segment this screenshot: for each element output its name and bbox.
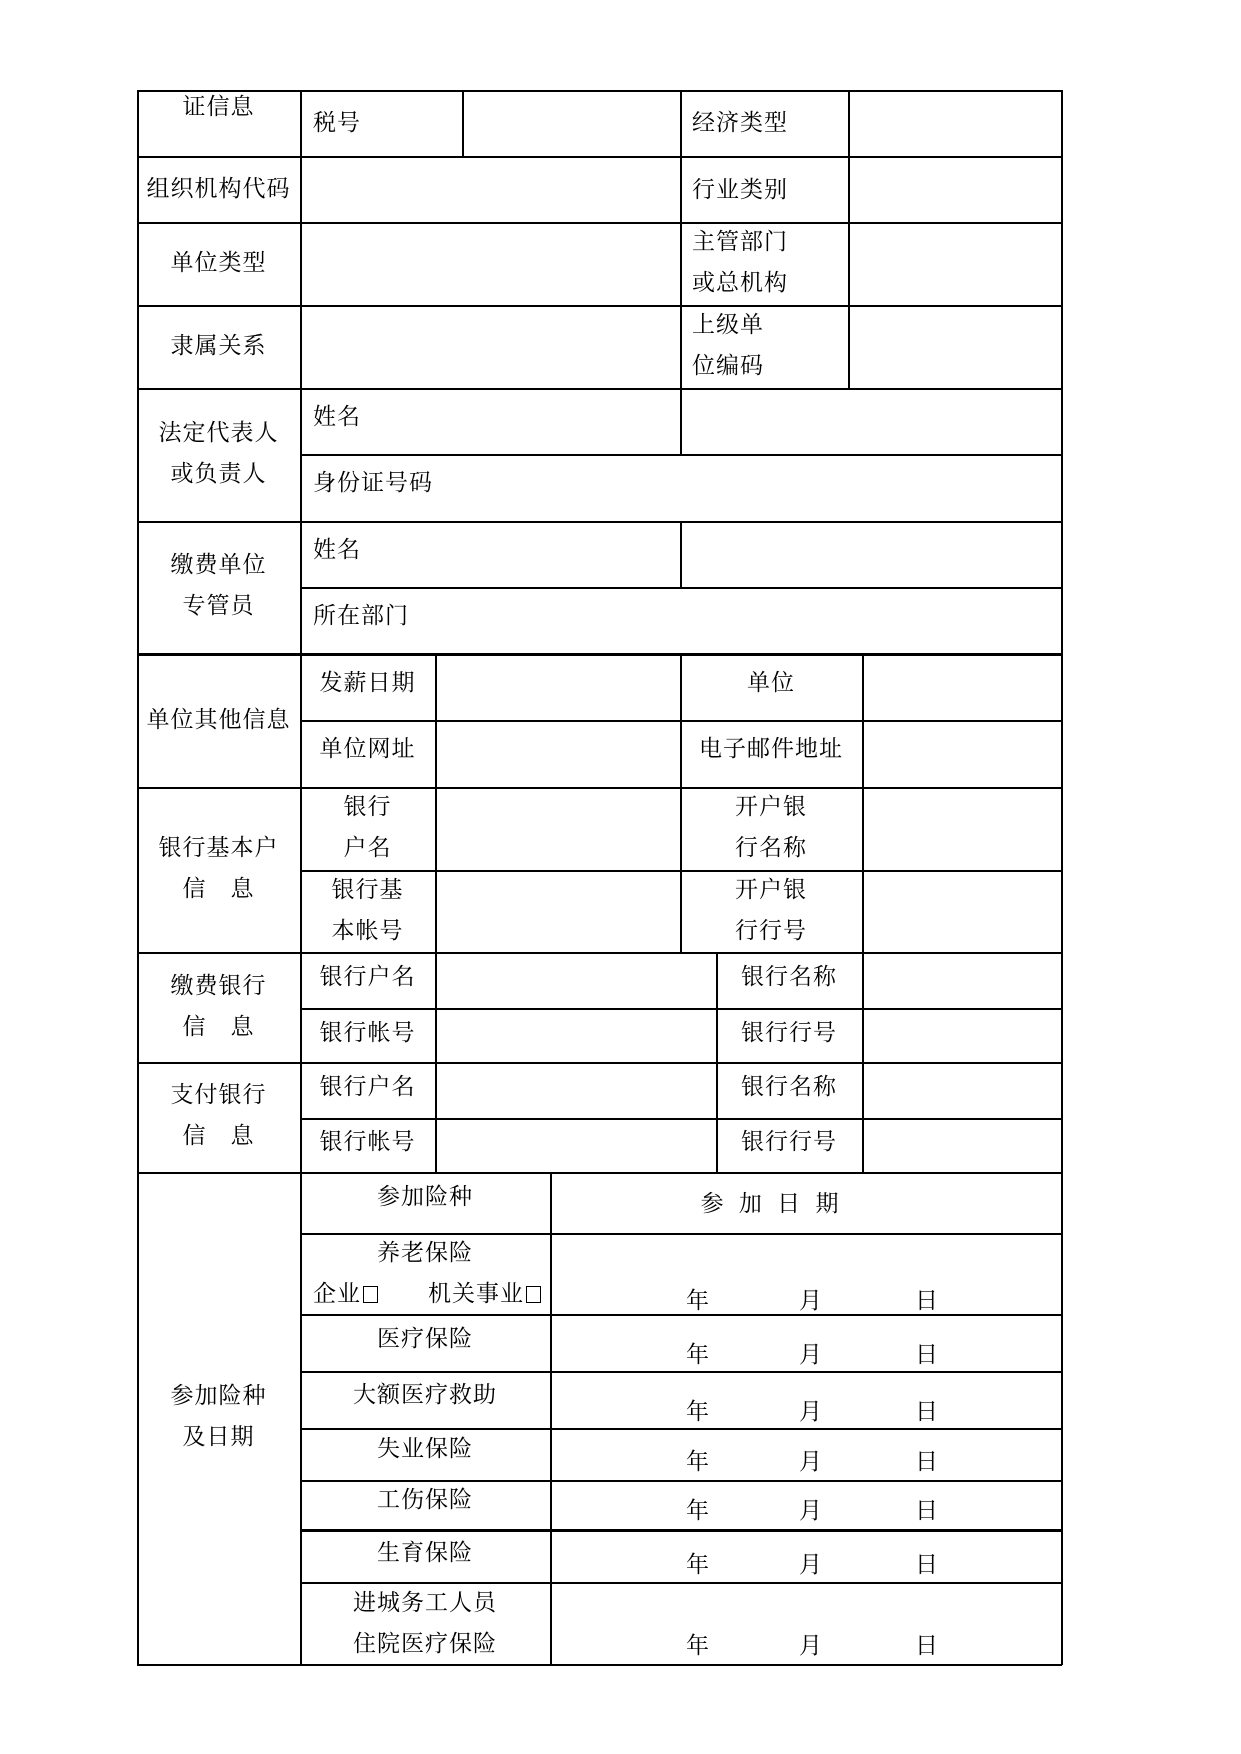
label-email: 电子邮件地址 bbox=[699, 736, 843, 762]
label-dis-acct-name: 银行户名 bbox=[319, 1074, 416, 1100]
input-unit-type[interactable] bbox=[302, 224, 678, 303]
registration-form bbox=[137, 90, 1062, 1665]
section-bank-basic: 银行基本户 信 息 bbox=[158, 835, 279, 902]
label-year: 年 bbox=[686, 1288, 709, 1314]
input-parent-code[interactable] bbox=[850, 307, 1060, 386]
section-disburse-bank: 支付银行 信 息 bbox=[170, 1082, 267, 1149]
label-website: 单位网址 bbox=[319, 736, 416, 762]
section-org-code: 组织机构代码 bbox=[146, 176, 291, 202]
col-header-date: 参 加 日 期 bbox=[700, 1191, 840, 1217]
pension-options bbox=[313, 1274, 541, 1315]
label-open-bank-name: 开户银 行名称 bbox=[735, 794, 807, 861]
label-day: 日 bbox=[915, 1399, 938, 1425]
label-pay-bank-name: 银行名称 bbox=[741, 964, 837, 990]
sub-row-line bbox=[300, 454, 1062, 456]
col-line bbox=[435, 952, 437, 1172]
input-industry[interactable] bbox=[850, 158, 1060, 220]
sub-row-line bbox=[300, 1529, 1062, 1532]
input-econ-type[interactable] bbox=[850, 92, 1060, 154]
label-year: 年 bbox=[686, 1498, 709, 1524]
label-pay-bank-no: 银行行号 bbox=[741, 1020, 837, 1046]
col-line bbox=[435, 653, 437, 952]
label-enterprise: 企业 bbox=[313, 1281, 361, 1307]
label-migrant: 进城务工人员 住院医疗保险 bbox=[353, 1590, 497, 1657]
col-line bbox=[862, 952, 864, 1172]
label-pay-acct-name: 银行户名 bbox=[319, 964, 416, 990]
row-line bbox=[137, 952, 1062, 954]
label-dis-bank-name: 银行名称 bbox=[741, 1074, 837, 1100]
checkbox-institution[interactable] bbox=[526, 1286, 541, 1303]
input-tax-no[interactable] bbox=[464, 92, 678, 154]
label-pay-acct-no: 银行帐号 bbox=[319, 1020, 416, 1046]
input-legal-name[interactable] bbox=[682, 390, 1060, 452]
section-unit-type: 单位类型 bbox=[170, 250, 267, 276]
label-legal-name: 姓名 bbox=[313, 404, 361, 430]
row-line bbox=[137, 1062, 1062, 1064]
label-open-bank-no: 开户银 行行号 bbox=[735, 877, 807, 944]
label-pension: 养老保险 bbox=[377, 1240, 473, 1266]
input-affiliation[interactable] bbox=[302, 307, 678, 386]
col-header-type: 参加险种 bbox=[377, 1184, 473, 1210]
label-supervisor: 主管部门 或总机构 bbox=[692, 229, 788, 296]
input-officer-name[interactable] bbox=[682, 523, 1060, 585]
label-econ-type: 经济类型 bbox=[692, 110, 788, 136]
input-org-code[interactable] bbox=[302, 158, 678, 220]
section-legal-rep: 法定代表人 或负责人 bbox=[158, 420, 279, 487]
sub-row-line bbox=[300, 587, 1062, 589]
label-day: 日 bbox=[915, 1288, 938, 1314]
label-year: 年 bbox=[686, 1342, 709, 1368]
label-day: 日 bbox=[915, 1449, 938, 1475]
section-cert: 证信息 bbox=[182, 94, 255, 120]
sub-row-line bbox=[300, 1008, 1062, 1010]
col-line bbox=[550, 1172, 552, 1665]
label-month: 月 bbox=[799, 1552, 822, 1578]
label-maternity: 生育保险 bbox=[377, 1540, 473, 1566]
label-unemployment: 失业保险 bbox=[377, 1436, 473, 1462]
sub-row-line bbox=[300, 1371, 1062, 1373]
col-line bbox=[862, 653, 864, 952]
label-day: 日 bbox=[915, 1498, 938, 1524]
row-line bbox=[137, 1172, 1062, 1174]
label-institution: 机关事业 bbox=[428, 1281, 524, 1307]
label-dis-acct-no: 银行帐号 bbox=[319, 1129, 416, 1155]
label-month: 月 bbox=[799, 1342, 822, 1368]
label-pay-date: 发薪日期 bbox=[319, 670, 416, 696]
label-officer-dept: 所在部门 bbox=[313, 603, 409, 629]
label-day: 日 bbox=[915, 1633, 938, 1659]
border-bottom bbox=[137, 1664, 1062, 1666]
label-year: 年 bbox=[686, 1399, 709, 1425]
sub-row-line bbox=[300, 1118, 1062, 1120]
label-officer-name: 姓名 bbox=[313, 537, 361, 563]
label-tax-no: 税号 bbox=[313, 110, 361, 136]
checkbox-enterprise[interactable] bbox=[363, 1286, 378, 1303]
section-other-info: 单位其他信息 bbox=[146, 707, 291, 733]
label-month: 月 bbox=[799, 1498, 822, 1524]
label-medical: 医疗保险 bbox=[377, 1326, 473, 1352]
label-year: 年 bbox=[686, 1552, 709, 1578]
label-day: 日 bbox=[915, 1342, 938, 1368]
label-month: 月 bbox=[799, 1449, 822, 1475]
label-unit: 单位 bbox=[747, 670, 795, 696]
label-parent-code: 上级单 位编码 bbox=[692, 312, 764, 379]
label-year: 年 bbox=[686, 1633, 709, 1659]
label-injury: 工伤保险 bbox=[377, 1487, 473, 1513]
section-pay-bank: 缴费银行 信 息 bbox=[170, 973, 267, 1040]
label-industry: 行业类别 bbox=[692, 177, 788, 203]
label-major-medical: 大额医疗救助 bbox=[353, 1382, 497, 1408]
label-month: 月 bbox=[799, 1399, 822, 1425]
section-payment-officer: 缴费单位 专管员 bbox=[170, 552, 267, 619]
label-acct-name: 银行 户名 bbox=[343, 794, 392, 861]
label-year: 年 bbox=[686, 1449, 709, 1475]
label-month: 月 bbox=[799, 1288, 822, 1314]
label-basic-acct-no: 银行基 本帐号 bbox=[331, 877, 404, 944]
label-day: 日 bbox=[915, 1552, 938, 1578]
row-line bbox=[137, 787, 1062, 789]
section-insurance: 参加险种 及日期 bbox=[170, 1383, 267, 1450]
section-affiliation: 隶属关系 bbox=[170, 333, 267, 359]
label-legal-id: 身份证号码 bbox=[313, 470, 433, 496]
input-supervisor[interactable] bbox=[850, 224, 1060, 303]
label-dis-bank-no: 银行行号 bbox=[741, 1129, 837, 1155]
label-month: 月 bbox=[799, 1633, 822, 1659]
